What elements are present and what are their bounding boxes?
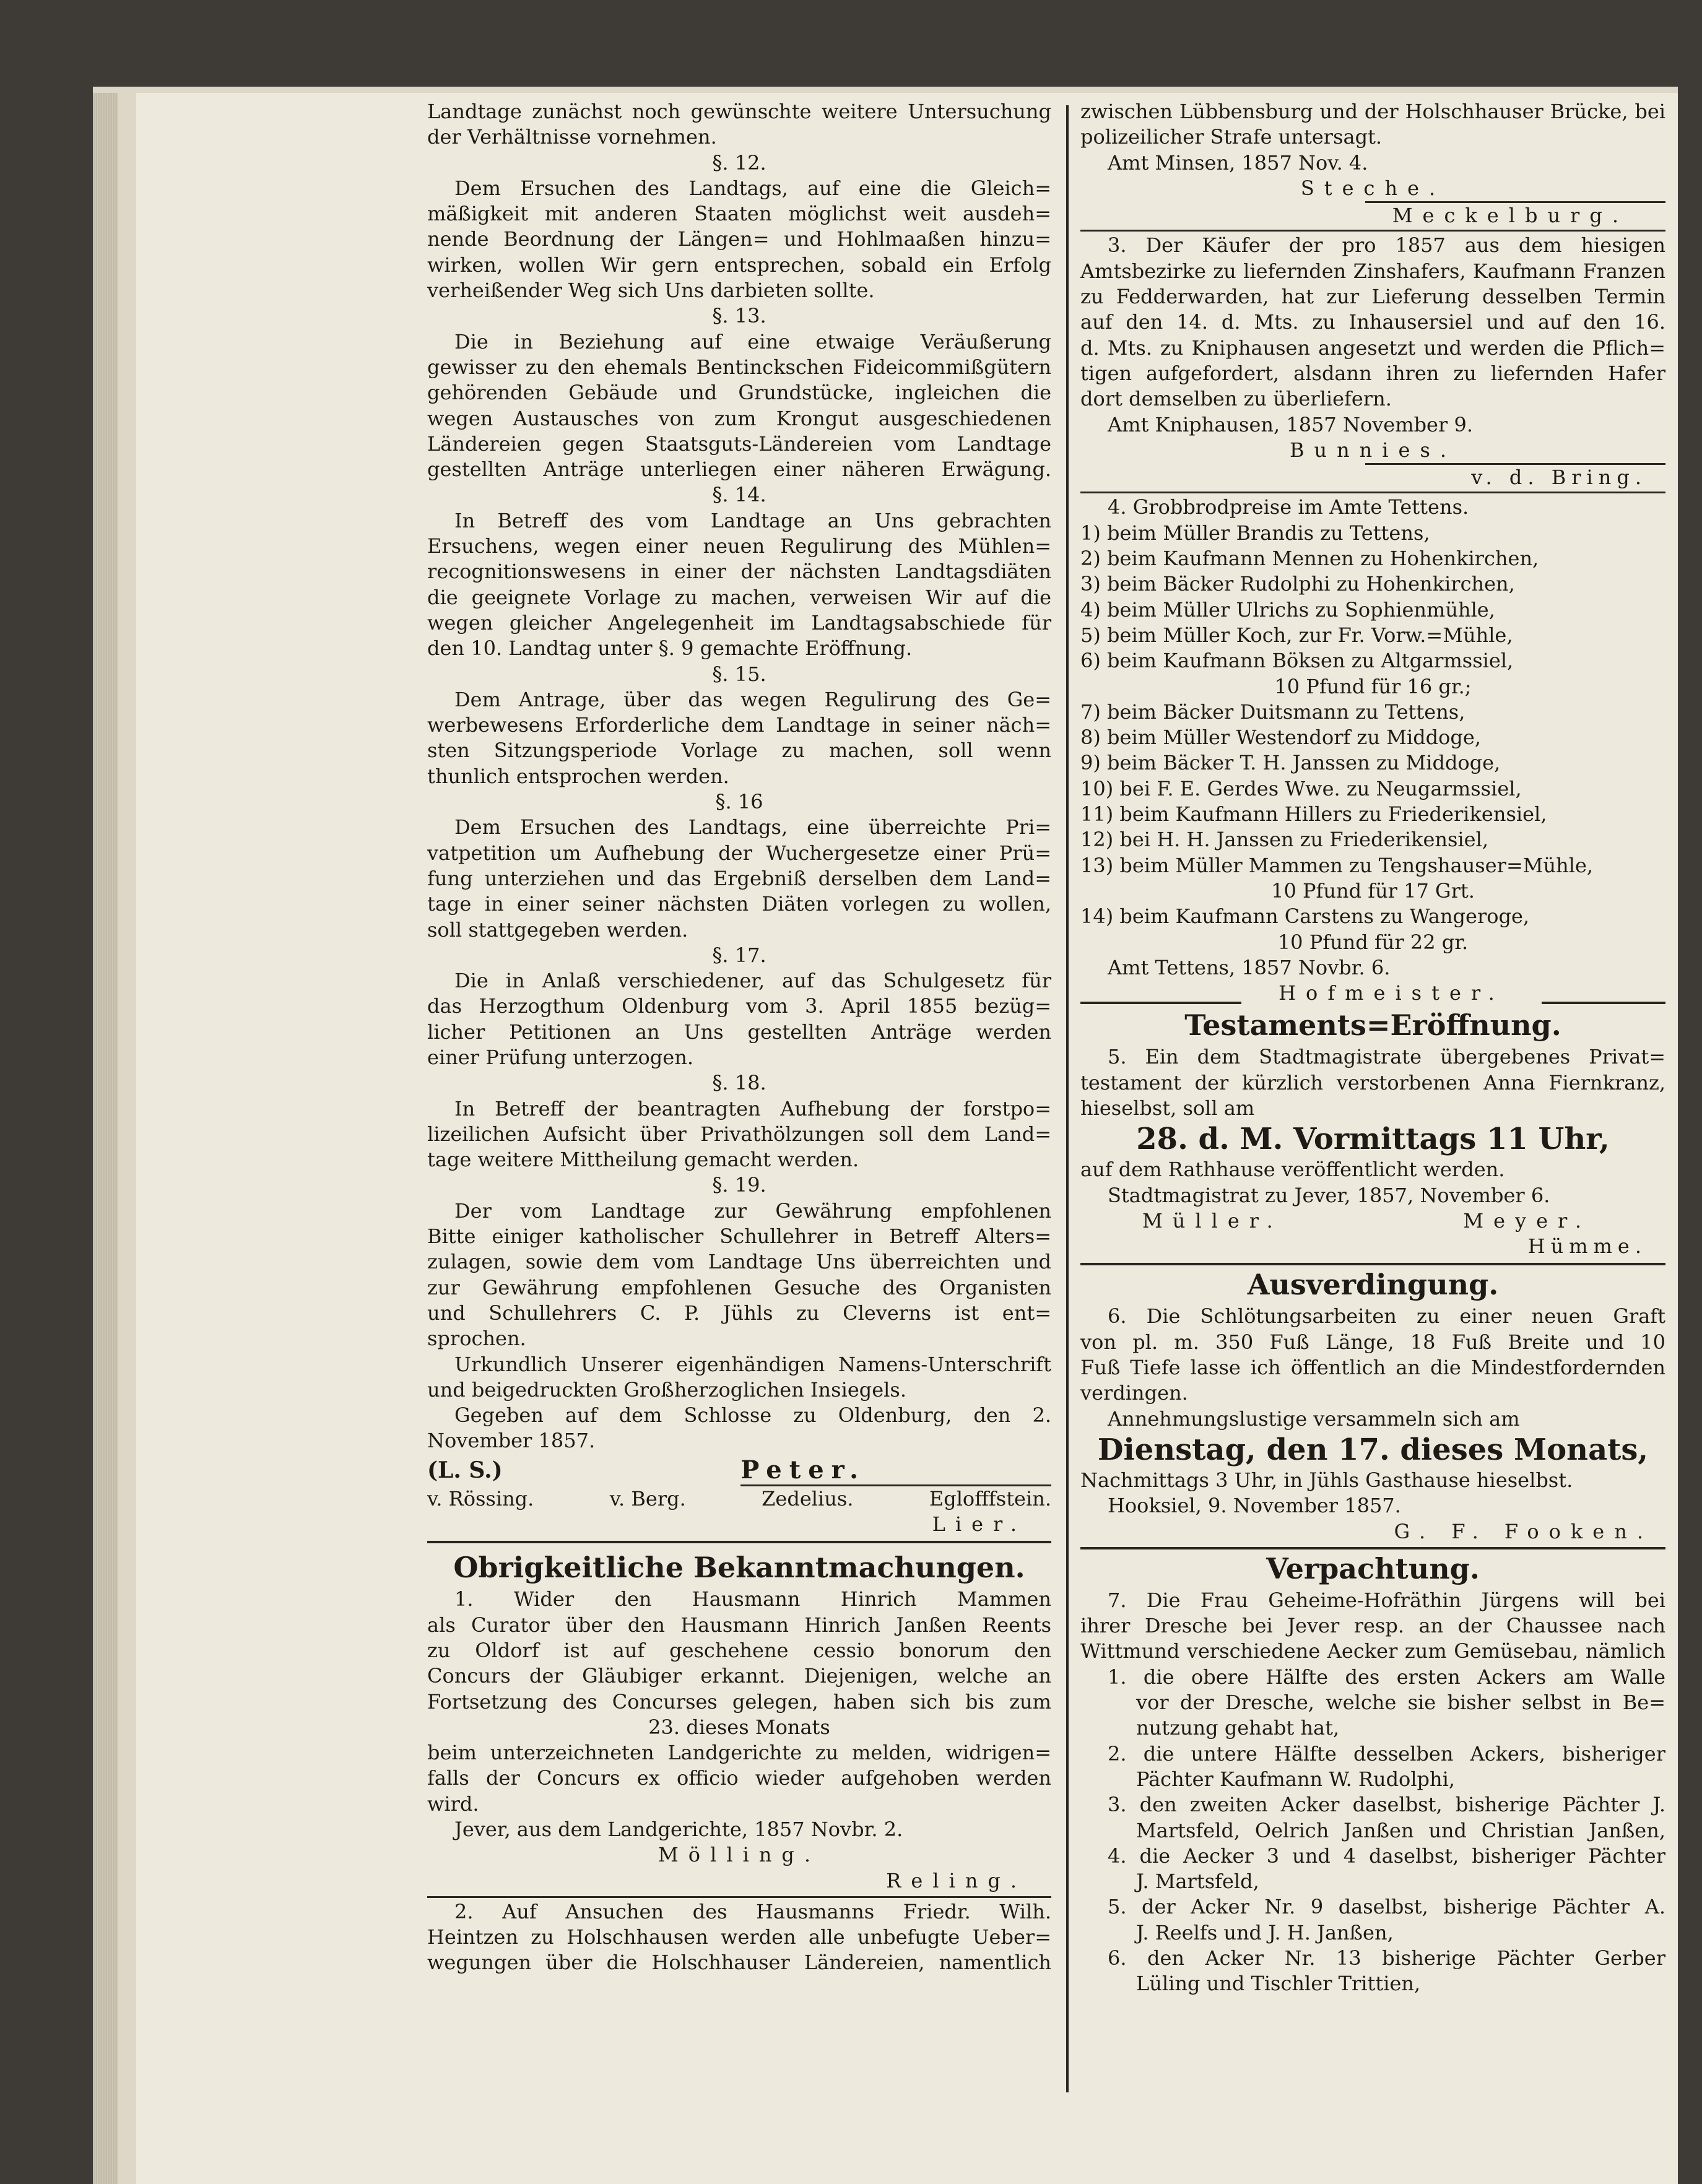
section-heading: Testaments=Eröffnung. (1184, 1008, 1561, 1042)
section-heading: Ausverdingung. (1247, 1268, 1499, 1302)
text-line: polizeilicher Strafe untersagt. (1080, 125, 1383, 149)
text-line: Bitte einiger katholischer Schullehrer in Betreff Alters= (427, 1224, 1051, 1249)
text-line: gehörenden Gebäude und Grundstücke, ingleichen die (427, 381, 1051, 405)
text-line: d. Mts. zu Kniphausen angesetzt und werden die Pflich= (1080, 336, 1665, 360)
text-line: Amt Minsen, 1857 Nov. 4. (1108, 150, 1368, 175)
text-line: als Curator über den Hausmann Hinrich Janßen Reents (427, 1613, 1051, 1637)
section-number: §. 17. (712, 943, 766, 967)
list-item: 9) beim Bäcker T. H. Janssen zu Middoge, (1080, 751, 1501, 775)
text-line: und Schullehrers C. P. Jühls zu Cleverns ist ent= (427, 1301, 1051, 1325)
text-line: das Herzogthum Oldenburg vom 3. April 1855 bezüg= (427, 994, 1051, 1018)
text-line: testament der kürzlich verstorbenen Anna Fiernkranz, (1080, 1070, 1665, 1094)
page-edges (93, 93, 118, 2184)
signature-row (1080, 981, 1665, 1006)
list-item: 3) beim Bäcker Rudolphi zu Hohenkirchen, (1080, 572, 1515, 596)
text-line: wird. (427, 1792, 479, 1816)
left-column (427, 99, 1051, 1976)
text-line: verheißender Weg sich Uns darbieten sollte. (427, 279, 875, 303)
section-heading: Obrigkeitliche Bekanntmachungen. (453, 1551, 1025, 1585)
text-line: Amt Kniphausen, 1857 November 9. (1108, 412, 1473, 436)
section-number: §. 15. (712, 662, 766, 686)
text-line: mäßigkeit mit anderen Staaten möglichst weit ausdeh= (427, 202, 1051, 226)
section-heading: Verpachtung. (1266, 1551, 1480, 1585)
section-number: §. 18. (712, 1071, 766, 1095)
text-line: Dem Antrage, über das wegen Regulirung des Ge= (454, 687, 1051, 711)
text-line: Die in Anlaß verschiedener, auf das Schulgesetz für (454, 969, 1051, 993)
list-item: 6. den Acker Nr. 13 bisherige Pächter Gerber (1108, 1946, 1665, 1970)
list-item: nutzung gehabt hat, (1136, 1716, 1340, 1740)
list-item: 10) bei F. E. Gerdes Wwe. zu Neugarmssiel, (1080, 776, 1522, 800)
text-line: Der vom Landtage zur Gewährung empfohlenen (454, 1198, 1051, 1223)
list-item: 12) bei H. H. Janssen zu Friederikensiel, (1080, 828, 1488, 852)
text-line: wegen gleicher Angelegenheit im Landtagsabschiede für (427, 610, 1051, 635)
signature: v. Rössing. (427, 1486, 534, 1510)
signature: G. F. Fooken. (1394, 1519, 1653, 1543)
text-line: Jever, aus dem Landgerichte, 1857 Novbr. 2. (454, 1818, 903, 1841)
text-line: Hooksiel, 9. November 1857. (1108, 1494, 1401, 1518)
text-line: gewisser zu den ehemals Bentinckschen Fideicommißgütern (427, 355, 1051, 379)
text-line: Fuß Tiefe lasse ich öffentlich an die Mindestfordernden (1080, 1356, 1665, 1380)
text-line: 3. Der Käufer der pro 1857 aus dem hiesigen (1108, 233, 1665, 258)
text-line: zu Oldorf ist auf geschehene cessio bonorum den (427, 1638, 1051, 1662)
text-line: zur Gewährung empfohlenen Gesuche des Organisten (427, 1275, 1051, 1299)
text-line: 7. Die Frau Geheime-Hofräthin Jürgens will bei (1108, 1588, 1665, 1612)
text-line: Dem Ersuchen des Landtags, eine überreichte Pri= (454, 815, 1051, 839)
text-line: einer Prüfung unterzogen. (427, 1045, 693, 1069)
text-line: 6. Die Schlötungsarbeiten zu einer neuen Graft (1108, 1304, 1665, 1328)
list-item: 4) beim Müller Ulrichs zu Sophienmühle, (1080, 597, 1495, 622)
list-item: 2. die untere Hälfte desselben Ackers, bisheriger (1108, 1741, 1665, 1766)
text-line: Ersuchens, wegen einer neuen Regulirung des Mühlen= (427, 534, 1051, 558)
text-line: Wittmund verschiedene Aecker zum Gemüsebau, nämlich (1080, 1639, 1665, 1663)
date-highlight: 28. d. M. Vormittags 11 Uhr, (1136, 1122, 1610, 1157)
list-item: 1) beim Müller Brandis zu Tettens, (1080, 521, 1430, 545)
text-line: wirken, wollen Wir gern entsprechen, sobald ein Erfolg (427, 253, 1051, 277)
list-item: Lüling und Tischler Trittien, (1136, 1972, 1421, 1996)
text-line: fung unterziehen und das Ergebniß derselben dem Land= (427, 866, 1051, 890)
text-line: recognitionswesens in einer der nächsten Landtagsdiäten (427, 560, 1051, 584)
list-heading: 4. Grobbrodpreise im Amte Tettens. (1108, 495, 1469, 519)
list-item: 11) beim Kaufmann Hillers zu Friederikensiel, (1080, 802, 1547, 826)
right-column (1080, 99, 1665, 1997)
text-line: falls der Concurs ex officio wieder aufgehoben werden (427, 1766, 1051, 1790)
list-item: 7) beim Bäcker Duitsmann zu Tettens, (1080, 700, 1465, 724)
list-item: 4. die Aecker 3 und 4 daselbst, bisheriger Pächter (1108, 1844, 1665, 1868)
section-number: §. 19. (712, 1173, 766, 1197)
list-item: 14) beim Kaufmann Carstens zu Wangeroge, (1080, 904, 1530, 929)
text-line: soll stattgegeben werden. (427, 917, 688, 942)
text-line: von pl. m. 350 Fuß Länge, 18 Fuß Breite und 10 (1080, 1330, 1665, 1354)
section-rule (1080, 230, 1665, 232)
text-line: In Betreff des vom Landtage an Uns gebrachten (454, 508, 1051, 532)
text-line: Die in Beziehung auf eine etwaige Veräußerung (454, 329, 1051, 353)
section-number: §. 16 (715, 790, 763, 814)
date-highlight: Dienstag, den 17. dieses Monats, (1097, 1432, 1649, 1467)
text-line: wegungen über die Holschhauser Ländereien, namentlich (427, 1951, 1051, 1975)
text-line: ihrer Dresche bei Jever resp. an der Chaussee nach (1080, 1614, 1665, 1638)
text-line: den 10. Landtag unter §. 9 gemachte Eröffnung. (427, 636, 913, 661)
text-line: verdingen. (1080, 1381, 1188, 1405)
signature: v. Berg. (609, 1486, 686, 1510)
text-line: November 1857. (427, 1429, 596, 1453)
signature: Reling. (886, 1868, 1027, 1892)
signature: Hümme. (1527, 1234, 1647, 1259)
text-line: hieselbst, soll am (1080, 1096, 1255, 1120)
section-number: §. 13. (712, 304, 766, 328)
text-line: Urkundlich Unserer eigenhändigen Namens-Unterschrift (454, 1352, 1051, 1376)
list-item: 8) beim Müller Westendorf zu Middoge, (1080, 726, 1482, 750)
text-line: tigen aufgefordert, alsdann ihren zu liefernden Hafer (1080, 361, 1665, 385)
text-line: auf dem Rathhause veröffentlicht werden. (1080, 1158, 1505, 1182)
list-item: J. Martsfeld, (1136, 1870, 1259, 1894)
signature: Steche. (1300, 176, 1446, 200)
section-number: §. 12. (712, 150, 766, 175)
text-line: tage weitere Mittheilung gemacht werden. (427, 1148, 859, 1172)
ministers-signature-row (427, 1486, 1051, 1512)
signature: Mölling. (658, 1843, 820, 1867)
text-line: auf den 14. d. Mts. zu Inhausersiel und auf den 16. (1080, 310, 1665, 334)
text-line: die geeignete Vorlage zu machen, verweisen Wir auf die (427, 585, 1051, 609)
list-item: 13) beim Müller Mammen zu Tengshauser=Mühle, (1080, 853, 1594, 877)
text-line: tage in einer seiner nächsten Diäten vorlegen zu wollen, (427, 892, 1051, 916)
text-line: sten Sitzungsperiode Vorlage zu machen, soll wenn (427, 739, 1051, 763)
signature: Meckelburg. (1392, 204, 1628, 228)
signature: Hofmeister. (1279, 981, 1504, 1005)
signature-row (1080, 1208, 1665, 1234)
signature: Müller. (1142, 1208, 1283, 1233)
signature: Lier. (932, 1512, 1027, 1536)
text-line: nende Beordnung der Längen= und Hohlmaaßen hinzu= (427, 227, 1051, 251)
list-item: 5) beim Müller Koch, zur Fr. Vorw.=Mühle, (1080, 623, 1513, 647)
text-line: 2. Auf Ansuchen des Hausmanns Friedr. Wilh. (454, 1899, 1051, 1923)
text-line: thunlich entsprochen werden. (427, 764, 729, 788)
text-line: sprochen. (427, 1327, 526, 1351)
text-line: Concurs der Gläubiger erkannt. Diejenigen, welche an (427, 1664, 1051, 1688)
text-line: zulagen, sowie dem vom Landtage Uns überreichten und (427, 1250, 1051, 1274)
section-number: §. 14. (712, 483, 766, 507)
list-item: 5. der Acker Nr. 9 daselbst, bisherige Pächter A. (1108, 1895, 1665, 1919)
text-line: zwischen Lübbensburg und der Holschhauser Brücke, bei (1080, 100, 1665, 123)
list-item: 1. die obere Hälfte des ersten Ackers am Walle (1108, 1665, 1665, 1689)
text-line: werbewesens Erforderliche dem Landtage in seiner näch= (427, 713, 1051, 737)
ruler-signature: Peter. (740, 1454, 1051, 1486)
signature: Zedelius. (762, 1486, 854, 1510)
signature: Bunnies. (1289, 438, 1457, 462)
section-rule (427, 1896, 1051, 1898)
seal-mark: (L. S.) (427, 1457, 503, 1483)
text-line: Landtage zunächst noch gewünschte weitere Untersuchung (427, 100, 1051, 123)
price-line: 10 Pfund für 16 gr.; (1274, 674, 1472, 698)
signature: v. d. Bring. (1471, 466, 1647, 490)
text-line: 5. Ein dem Stadtmagistrate übergebenes Privat= (1108, 1045, 1665, 1069)
text-line: und beigedruckten Großherzoglichen Insiegels. (427, 1377, 906, 1402)
text-line: der Verhältnisse vornehmen. (427, 125, 717, 149)
text-line: Fortsetzung des Concurses gelegen, haben sich bis zum (427, 1689, 1051, 1714)
text-line: Annehmungslustige versammeln sich am (1108, 1406, 1520, 1431)
list-item: J. Reelfs und J. H. Janßen, (1136, 1920, 1394, 1944)
text-line: wegen Austausches von zum Krongut ausgeschiedenen (427, 406, 1051, 430)
list-item: Martsfeld, Oelrich Janßen und Christian Janßen, (1136, 1818, 1665, 1842)
price-line: 10 Pfund für 17 Grt. (1271, 878, 1475, 903)
price-line: 10 Pfund für 22 gr. (1277, 930, 1469, 954)
text-line: 23. dieses Monats (648, 1715, 830, 1739)
list-item: 6) beim Kaufmann Böksen zu Altgarmssiel, (1080, 649, 1514, 673)
text-line: Gegeben auf dem Schlosse zu Oldenburg, den 2. (454, 1403, 1051, 1428)
text-line: zu Fedderwarden, hat zur Lieferung desselben Termin (1080, 285, 1665, 309)
text-line: In Betreff der beantragten Aufhebung der forstpo= (454, 1096, 1051, 1120)
seal-signature-row (427, 1454, 1051, 1486)
text-line: beim unterzeichneten Landgerichte zu melden, widrigen= (427, 1741, 1051, 1765)
separator-rule (1542, 1002, 1665, 1006)
separator-rule (1080, 1002, 1241, 1006)
signature: Meyer. (1463, 1208, 1591, 1233)
signature: Eglofffstein. (929, 1486, 1051, 1510)
text-line: Amt Tettens, 1857 Novbr. 6. (1108, 955, 1391, 979)
list-item: 3. den zweiten Acker daselbst, bisherige Pächter J. (1108, 1793, 1665, 1817)
text-line: gestellten Anträge unterliegen einer näheren Erwägung. (427, 457, 1051, 482)
text-line: dort demselben zu überliefern. (1080, 387, 1392, 411)
list-item: 2) beim Kaufmann Mennen zu Hohenkirchen, (1080, 547, 1539, 571)
text-line: Heintzen zu Holschhausen werden alle unbefugte Ueber= (427, 1925, 1051, 1949)
text-line: vatpetition um Aufhebung der Wuchergesetze einer Prü= (427, 841, 1051, 865)
column-divider (1066, 105, 1069, 2092)
text-line: 1. Wider den Hausmann Hinrich Mammen (454, 1587, 1051, 1611)
text-line: lizeilichen Aufsicht über Privathölzungen soll dem Land= (427, 1122, 1051, 1146)
text-line: Stadtmagistrat zu Jever, 1857, November 6. (1108, 1183, 1550, 1207)
text-line: licher Petitionen an Uns gestellten Anträge werden (427, 1020, 1051, 1044)
text-line: Ländereien gegen Staatsguts-Ländereien vom Landtage (427, 431, 1051, 456)
section-rule (427, 1541, 1051, 1543)
list-item: vor der Dresche, welche sie bisher selbst in Be= (1136, 1691, 1665, 1715)
section-rule (1080, 492, 1665, 493)
text-line: Nachmittags 3 Uhr, in Jühls Gasthause hieselbst. (1080, 1468, 1573, 1492)
text-line: Dem Ersuchen des Landtags, auf eine die Gleich= (454, 176, 1051, 200)
text-line: Amtsbezirke zu liefernden Zinshafers, Kaufmann Franzen (1080, 259, 1665, 283)
list-item: Pächter Kaufmann W. Rudolphi, (1136, 1767, 1456, 1791)
